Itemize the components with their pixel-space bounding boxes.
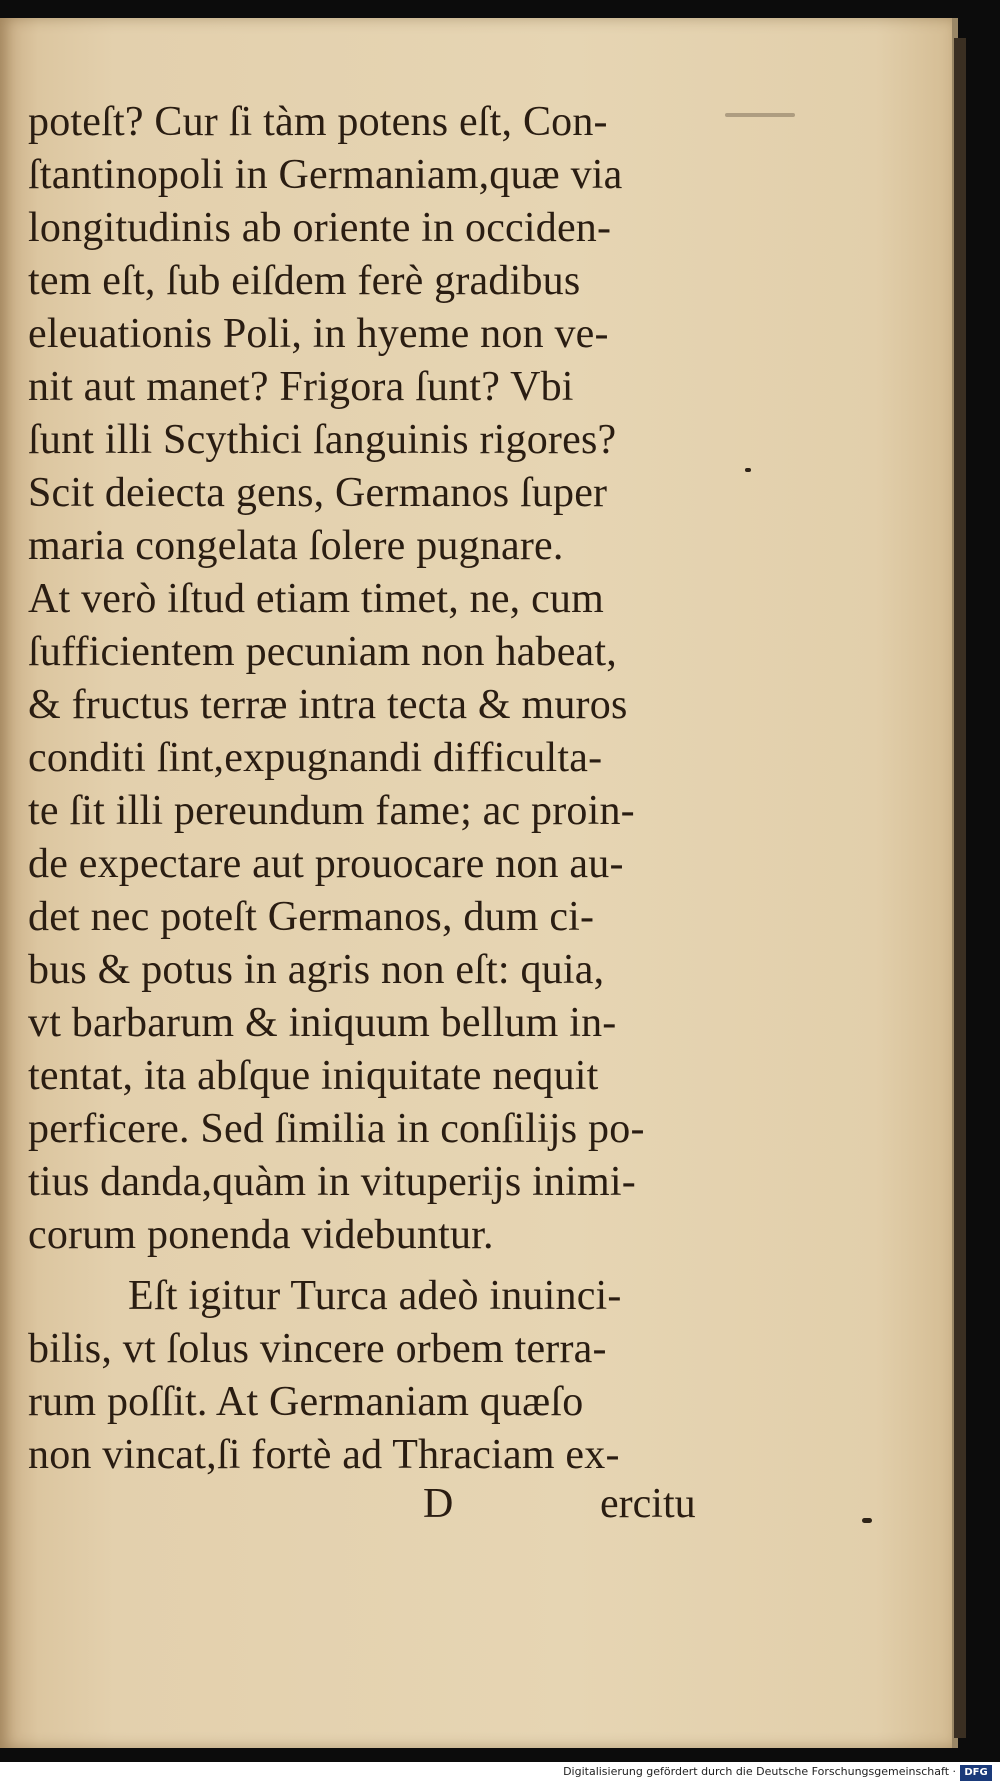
text-line: perficere. Sed ſimilia in conſilijs po-: [28, 1106, 645, 1152]
text-line: Scit deiecta gens, Germanos ſuper: [28, 470, 608, 516]
text-line: vt barbarum & iniquum bellum in-: [28, 1000, 617, 1046]
text-line: corum ponenda videbuntur.: [28, 1212, 494, 1258]
text-line: bus & potus in agris non eſt: quia,: [28, 947, 605, 993]
text-line: nit aut manet? Frigora ſunt? Vbi: [28, 364, 574, 410]
text-line: eleuationis Poli, in hyeme non ve-: [28, 311, 609, 357]
text-line: te ſit illi pereundum fame; ac proin-: [28, 788, 635, 834]
text-line: ſunt illi Scythici ſanguinis rigores?: [28, 417, 617, 463]
text-line: tem eſt, ſub eiſdem ferè gradibus: [28, 258, 581, 304]
text-line: tius danda,quàm in vituperijs inimi-: [28, 1159, 636, 1205]
ink-speck: [745, 468, 751, 472]
text-line: & fructus terræ intra tecta & muros: [28, 682, 628, 728]
ink-speck: [862, 1518, 872, 1523]
text-line: ſtantinopoli in Germaniam,quæ via: [28, 152, 623, 198]
text-line: bilis, vt ſolus vincere orbem terra-: [28, 1326, 607, 1372]
text-line: ſufficientem pecuniam non habeat,: [28, 629, 617, 675]
dfg-logo: DFG: [960, 1765, 992, 1781]
text-line: poteſt? Cur ſi tàm potens eſt, Con-: [28, 99, 608, 145]
footer-bar: [0, 1762, 1000, 1785]
funding-credit: Digitalisierung gefördert durch die Deutsche Forschungsgemeinschaft ·: [563, 1765, 956, 1778]
text-line: tentat, ita abſque iniquitate nequit: [28, 1053, 599, 1099]
text-line: Eſt igitur Turca adeò inuinci-: [128, 1273, 622, 1319]
text-line: non vincat,ſi fortè ad Thraciam ex-: [28, 1432, 620, 1478]
page-edge: [954, 38, 966, 1738]
text-block: [28, 96, 718, 1482]
signature-mark: D: [423, 1481, 454, 1527]
text-line: At verò iſtud etiam timet, ne, cum: [28, 576, 604, 622]
catchline: [28, 1478, 718, 1531]
text-line: maria congelata ſolere pugnare.: [28, 523, 564, 569]
text-line: longitudinis ab oriente in occiden-: [28, 205, 612, 251]
text-line: det nec poteſt Germanos, dum ci-: [28, 894, 595, 940]
text-line: de expectare aut prouocare non au-: [28, 841, 624, 887]
margin-mark: [725, 113, 795, 117]
book-page: [0, 18, 958, 1748]
text-line: rum poſſit. At Germaniam quæſo: [28, 1379, 584, 1425]
catchword: ercitu: [600, 1481, 696, 1527]
text-line: conditi ſint,expugnandi difficulta-: [28, 735, 603, 781]
